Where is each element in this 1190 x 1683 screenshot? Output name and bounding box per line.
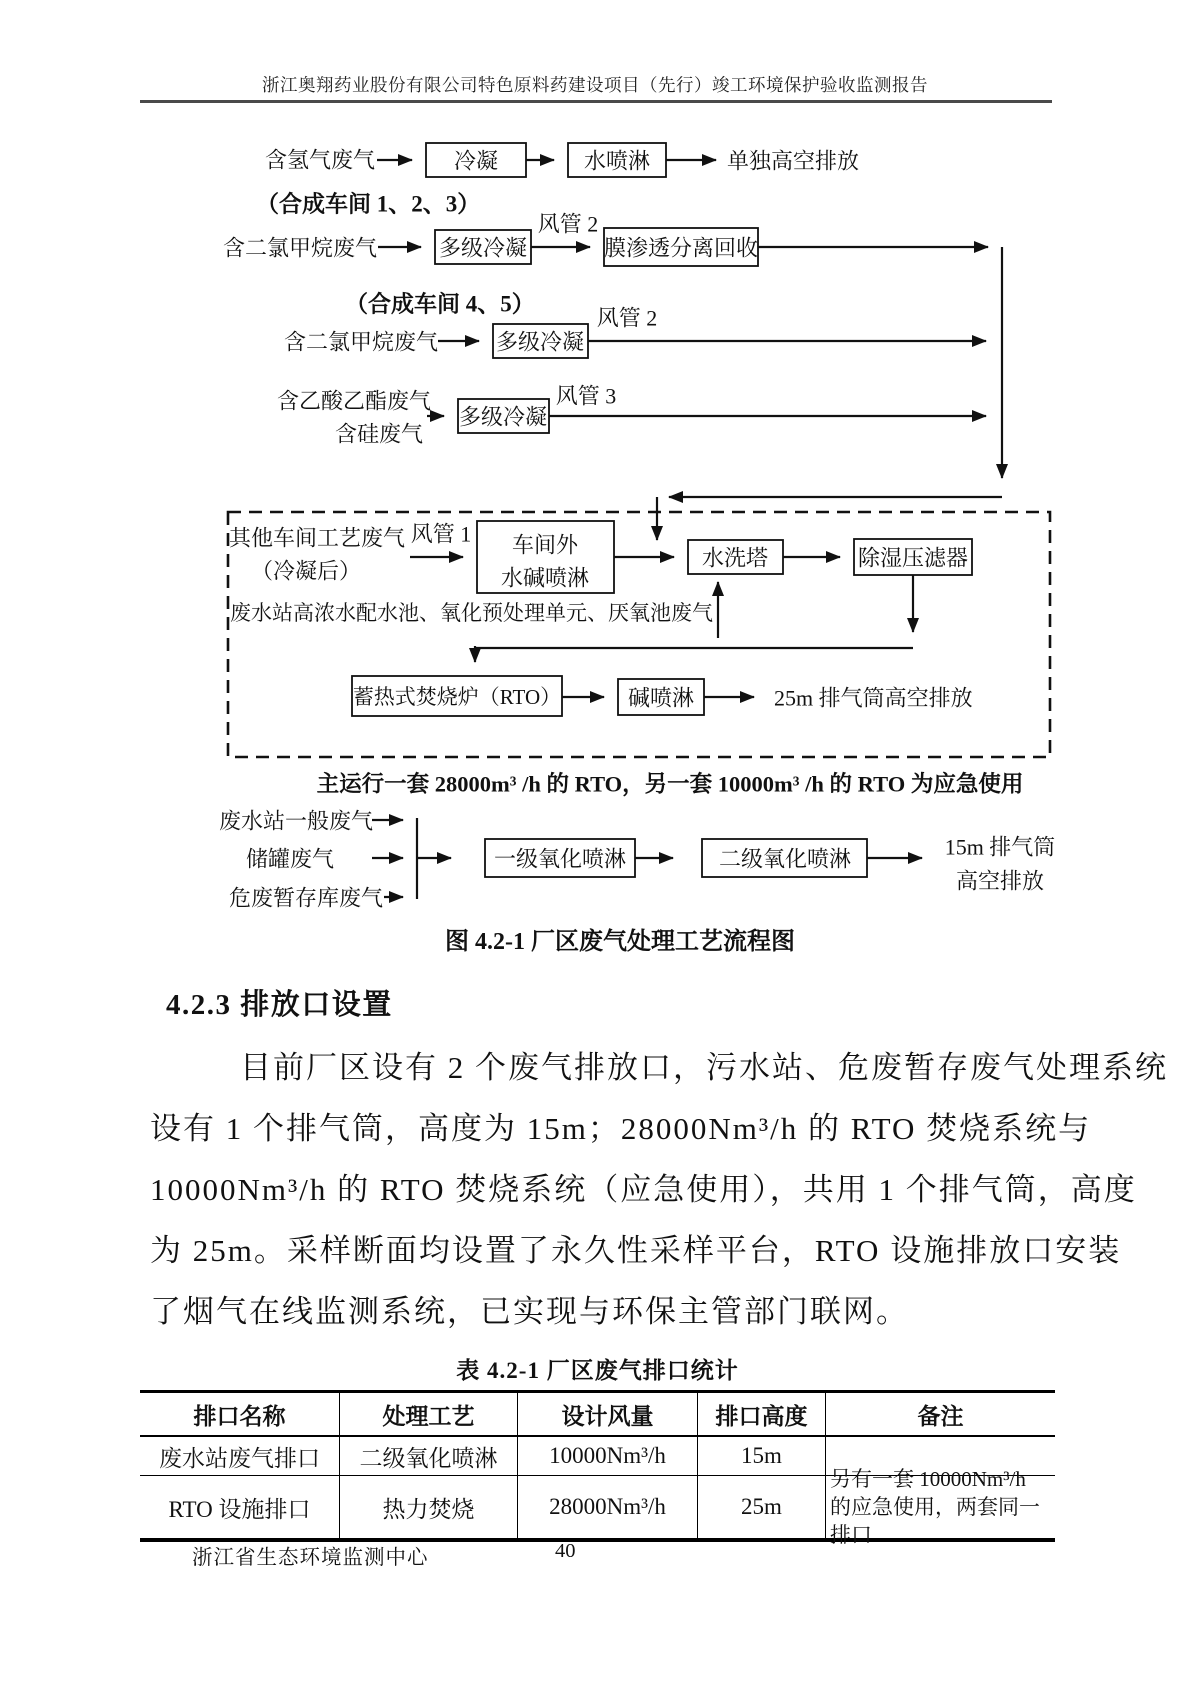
label-hazwaste-storage-gas: 危废暂存库废气 xyxy=(228,885,384,911)
cell-treatment: 热力焚烧 xyxy=(340,1476,518,1538)
label-duct-2b: 风管 2 xyxy=(596,305,658,331)
cell-remark: 另有一套 10000Nm³/h 的应急使用，两套同一排口 xyxy=(830,1467,1040,1547)
col-header-design-flow: 设计风量 xyxy=(518,1393,698,1435)
flow-row-dcm-123 xyxy=(223,212,988,267)
box-multistage-condense-3-label: 多级冷凝 xyxy=(458,404,548,430)
box-water-wash-tower-label: 水洗塔 xyxy=(701,545,769,571)
label-dcm-gas-2: 含二氯甲烷废气 xyxy=(283,329,439,355)
label-duct-2a: 风管 2 xyxy=(537,211,599,237)
flow-row-ethyl-acetate xyxy=(277,384,986,447)
label-ethyl-acetate-gas: 含乙酸乙酯废气 xyxy=(276,388,432,414)
label-duct-1: 风管 1 xyxy=(410,521,472,547)
box-multistage-condense-2-label: 多级冷凝 xyxy=(495,329,585,355)
table-row xyxy=(140,1467,1055,1547)
label-25m-stack-discharge: 25m 排气筒高空排放 xyxy=(774,685,973,711)
box-membrane-recovery-label: 膜渗透分离回收 xyxy=(603,235,759,261)
label-workshop-45: （合成车间 4、5） xyxy=(345,291,535,317)
label-15m-stack-line1: 15m 排气筒 xyxy=(944,834,1056,860)
label-duct-3: 风管 3 xyxy=(555,383,617,409)
cell-outlet-name: 废水站废气排口 xyxy=(140,1437,340,1475)
cell-outlet-height: 15m xyxy=(698,1437,826,1475)
paragraph-line: 设有 1 个排气筒，高度为 15m；28000Nm³/h 的 RTO 焚烧系统与 xyxy=(150,1111,1092,1146)
label-separate-discharge: 单独高空排放 xyxy=(727,148,860,174)
col-header-outlet-name: 排口名称 xyxy=(140,1393,340,1435)
box-water-spray-label: 水喷淋 xyxy=(583,148,651,174)
label-other-workshop-gas: 其他车间工艺废气 xyxy=(228,525,406,551)
rto-capacity-note: 主运行一套 28000m³ /h 的 RTO，另一套 10000m³ /h 的 RTO 为应急使用 xyxy=(316,771,1024,797)
label-silicon-gas: 含硅废气 xyxy=(334,421,424,447)
page-header: 浙江奥翔药业股份有限公司特色原料药建设项目（先行）竣工环境保护验收监测报告 xyxy=(262,75,928,95)
label-wastewater-sources: 废水站高浓水配水池、氧化预处理单元、厌氧池废气 xyxy=(230,601,713,625)
box-workshop-alkali-line1: 车间外 xyxy=(511,532,579,558)
box-multistage-condense-1-label: 多级冷凝 xyxy=(438,235,528,261)
cell-outlet-name: RTO 设施排口 xyxy=(140,1476,340,1538)
col-header-remark: 备注 xyxy=(917,1403,964,1429)
box-dehumid-filter-label: 除湿压滤器 xyxy=(857,545,969,571)
cell-treatment: 二级氧化喷淋 xyxy=(340,1437,518,1475)
footer-org-name: 浙江省生态环境监测中心 xyxy=(192,1547,429,1569)
label-wastewater-general-gas: 废水站一般废气 xyxy=(218,808,374,834)
paragraph-line: 了烟气在线监测系统，已实现与环保主管部门联网。 xyxy=(150,1294,909,1329)
table-header-row xyxy=(140,1393,1055,1437)
flow-collector-line xyxy=(657,247,1002,540)
paragraph-line: 为 25m。采样断面均设置了永久性采样平台，RTO 设施排放口安装 xyxy=(150,1233,1122,1268)
table-caption: 表 4.2-1 厂区废气排口统计 xyxy=(456,1358,739,1383)
paragraph-line: 目前厂区设有 2 个废气排放口，污水站、危废暂存废气处理系统 xyxy=(240,1050,1168,1085)
paragraph-line: 10000Nm³/h 的 RTO 焚烧系统（应急使用），共用 1 个排气筒，高度 xyxy=(150,1172,1137,1207)
box-condense-label: 冷凝 xyxy=(453,148,499,174)
footer-page-number: 40 xyxy=(555,1540,576,1562)
col-header-treatment: 处理工艺 xyxy=(340,1393,518,1435)
figure-caption: 图 4.2-1 厂区废气处理工艺流程图 xyxy=(445,929,795,955)
flow-row-hydrogen xyxy=(265,143,859,177)
flow-row-other-workshops xyxy=(229,521,972,593)
label-hydrogen-gas: 含氢气废气 xyxy=(264,147,376,173)
label-15m-stack-line2: 高空排放 xyxy=(955,868,1045,894)
label-dcm-gas-1: 含二氯甲烷废气 xyxy=(222,235,378,261)
section-heading: 4.2.3 排放口设置 xyxy=(166,989,393,1021)
col-header-outlet-height: 排口高度 xyxy=(698,1393,826,1435)
outlet-statistics-table xyxy=(140,1390,1055,1547)
label-storage-tank-gas: 储罐废气 xyxy=(245,846,335,872)
box-alkali-spray-label: 碱喷淋 xyxy=(627,685,695,711)
cell-design-flow: 28000Nm³/h xyxy=(518,1476,698,1538)
flow-row-rto xyxy=(352,676,973,716)
flow-row-wastewater-station xyxy=(230,582,718,638)
cell-design-flow: 10000Nm³/h xyxy=(518,1437,698,1475)
body-paragraph xyxy=(150,1042,1168,1347)
box-workshop-alkali-line2: 水碱喷淋 xyxy=(500,565,590,591)
flow-bottom-train xyxy=(219,809,1055,911)
cell-outlet-height: 25m xyxy=(698,1476,826,1538)
box-first-oxidation-spray-label: 一级氧化喷淋 xyxy=(493,846,627,872)
label-workshop-123: （合成车间 1、2、3） xyxy=(256,191,481,217)
box-second-oxidation-spray-label: 二级氧化喷淋 xyxy=(718,846,852,872)
box-rto-incinerator-label: 蓄热式焚烧炉（RTO） xyxy=(352,685,562,709)
label-after-condense: （冷凝后） xyxy=(250,558,362,584)
